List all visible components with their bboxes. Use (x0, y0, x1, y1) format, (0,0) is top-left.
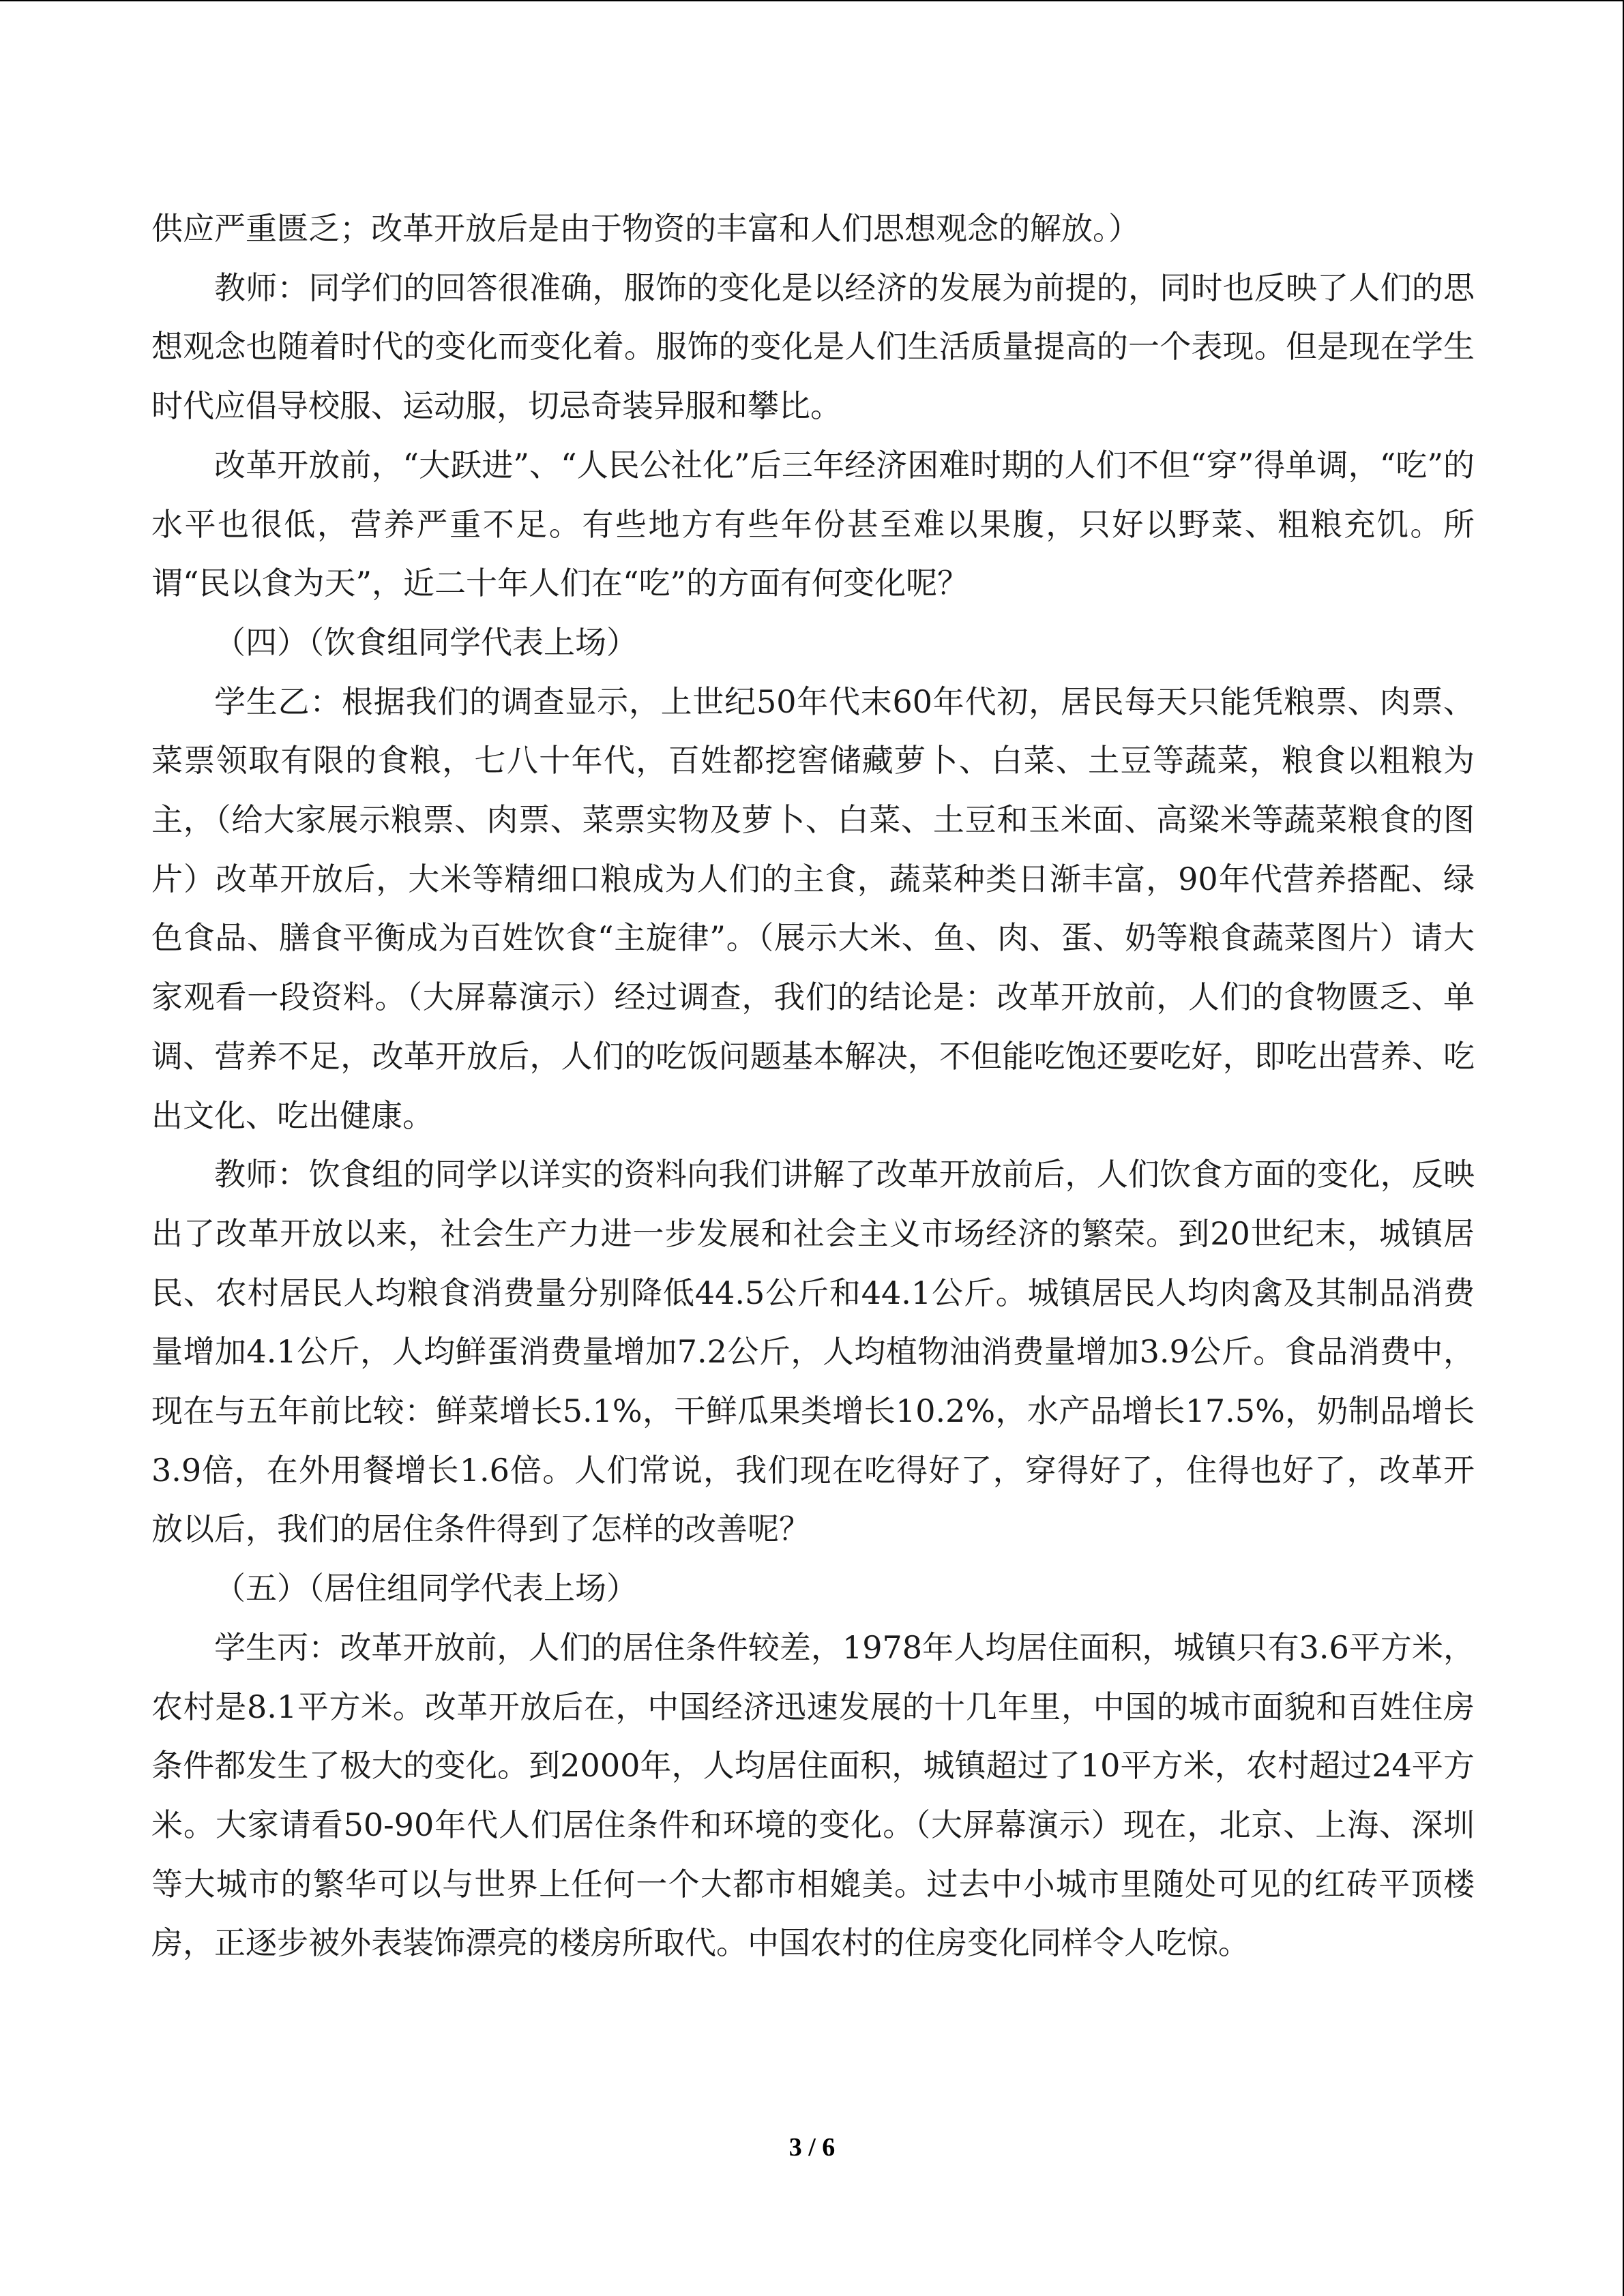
paragraph-teacher-clothing: 教师：同学们的回答很准确，服饰的变化是以经济的发展为前提的，同时也反映了人们的思想观念也随着时代的变化而变化着。服饰的变化是人们生活质量提高的一个表现。但是现在学生时代应倡导校服、运动服，切忌奇装异服和攀比。 (151, 269, 1475, 425)
paragraph-teacher-diet: 教师：饮食组的同学以详实的资料向我们讲解了改革开放前后，人们饮食方面的变化，反映出了改革开放以来，社会生产力进一步发展和社会主义市场经济的繁荣。到20世纪末，城镇居民、农村居民人均粮食消费量分别降低44.5公斤和44.1公斤。城镇居民人均肉禽及其制品消费量增加4.1公斤，人均鲜蛋消费量增加7.2公斤，人均植物油消费量增加3.9公斤。食品消费中，现在与五年前比较：鲜菜增长5.1%，干鲜瓜果类增长10.2%，水产品增长17.5%，奶制品增长3.9倍，在外用餐增长1.6倍。人们常说，我们现在吃得好了，穿得好了，住得也好了，改革开放以后，我们的居住条件得到了怎样的改善呢？ (151, 1156, 1475, 1548)
section-heading-diet: （四）（饮食组同学代表上场） (214, 623, 638, 661)
document-body (151, 199, 1475, 1973)
paragraph-student-c: 学生丙：改革开放前，人们的居住条件较差，1978年人均居住面积，城镇只有3.6平方米，农村是8.1平方米。改革开放后在，中国经济迅速发展的十几年里，中国的城市面貌和百姓住房条件都发生了极大的变化。到2000年，人均居住面积，城镇超过了10平方米，农村超过24平方米。大家请看50-90年代人们居住条件和环境的变化。（大屏幕演示）现在，北京、上海、深圳等大城市的繁华可以与世界上任何一个大都市相媲美。过去中小城市里随处可见的红砖平顶楼房，正逐步被外表装饰漂亮的楼房所取代。中国农村的住房变化同样令人吃惊。 (151, 1628, 1475, 1962)
paragraph-before-reform-food: 改革开放前，“大跃进”、“人民公社化”后三年经济困难时期的人们不但“穿”得单调，“吃”的水平也很低，营养严重不足。有些地方有些年份甚至难以果腹，只好以野菜、粗粮充饥。所谓“民以食为天”，近二十年人们在“吃”的方面有何变化呢？ (151, 446, 1475, 602)
section-heading-housing: （五）（居住组同学代表上场） (214, 1570, 638, 1607)
paragraph-student-b: 学生乙：根据我们的调查显示，上世纪50年代末60年代初，居民每天只能凭粮票、肉票、菜票领取有限的食粮，七八十年代，百姓都挖窖储藏萝卜、白菜、土豆等蔬菜，粮食以粗粮为主，（给大家展示粮票、肉票、菜票实物及萝卜、白菜、土豆和玉米面、高粱米等蔬菜粮食的图片）改革开放后，大米等精细口粮成为人们的主食，蔬菜种类日渐丰富，90年代营养搭配、绿色食品、膳食平衡成为百姓饮食“主旋律”。（展示大米、鱼、肉、蛋、奶等粮食蔬菜图片）请大家观看一段资料。（大屏幕演示）经过调查，我们的结论是：改革开放前，人们的食物匮乏、单调、营养不足，改革开放后，人们的吃饭问题基本解决，不但能吃饱还要吃好，即吃出营养、吃出文化、吃出健康。 (151, 683, 1475, 1134)
paragraph-continuation: 供应严重匮乏；改革开放后是由于物资的丰富和人们思想观念的解放。） (151, 210, 1140, 247)
page-number: 3 / 6 (788, 2133, 836, 2162)
